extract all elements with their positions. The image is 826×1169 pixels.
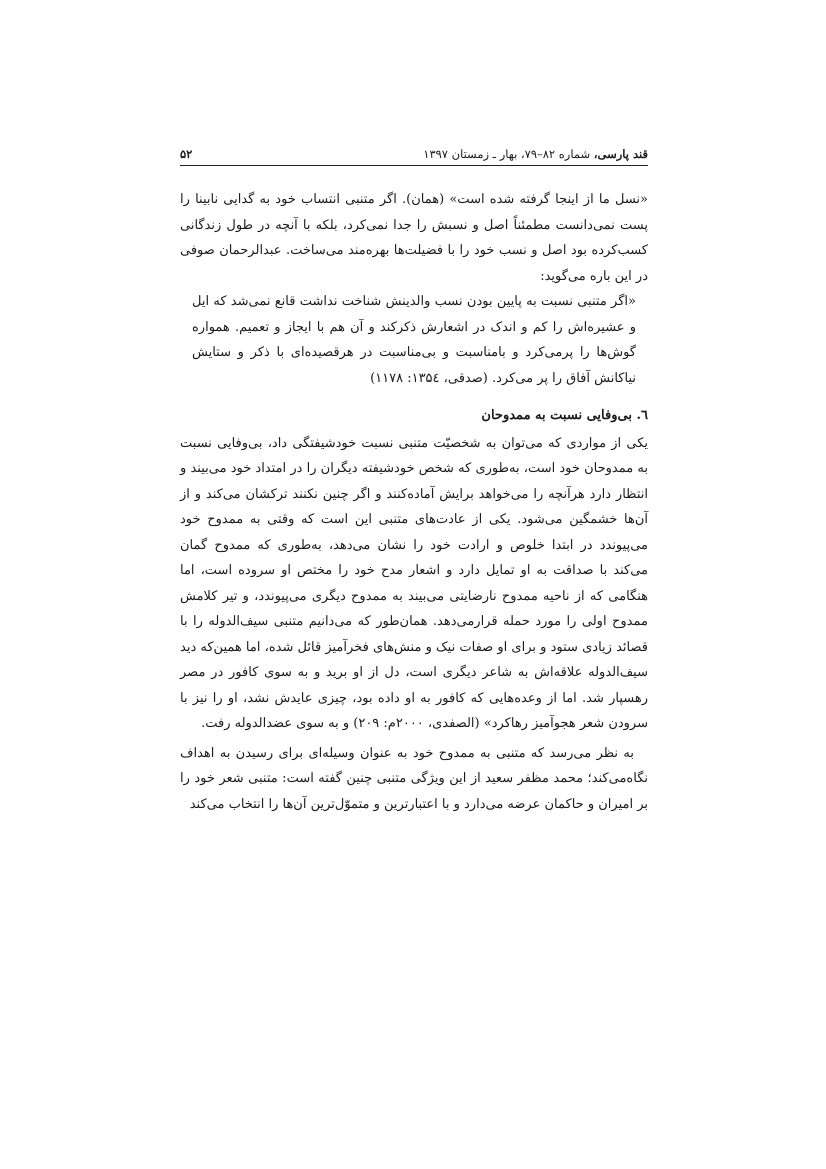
paragraph-intro: «نسل ما از اینجا گرفته شده است» (همان). اگر متنبی انتساب خود به گدایی نابینا را پست نمی‌دانست مطمئناً اصل و نسبش را جدا نمی‌کرد، بلکه با آنچه در طول زندگانی کسب‌کرده بود اصل و نسب خود را با فضیلت‌ها بهره‌مند می‌ساخت. عبدالرحمان صوفی در این باره می‌گوید: [180,192,648,284]
running-head [180,146,648,166]
paragraph-continuation: به نظر می‌رسد که متنبی به ممدوح خود به عنوان وسیله‌ای برای رسیدن به اهداف نگاه‌می‌کند؛ محمد مظفر سعید از این ویژگی متنبی چنین گفته است: متنبی شعر خود را بر امیران و حاکمان عرضه می‌دارد و با اعتبارترین و متموّل‌ترین آن‌ها را انتخاب می‌کند [180,745,648,812]
issue-info: شماره ۸۲–۷۹، بهار ـ زمستان ۱۳۹۷ [423,147,594,161]
journal-name: قند پارسی، [593,147,648,161]
paragraph-section-body: یکی از مواردی که می‌توان به شخصیّت متنبی نسبت خودشیفتگی داد، بی‌وفایی نسبت به ممدوحان خود است، به‌طوری که شخص خودشیفته دیگران را در امتداد خود می‌بیند و انتظار دارد هرآنچه را می‌خواهد برایش آماده‌کنند و اگر چنین نکنند ترکشان می‌کند و از آن‌ها خشمگین می‌شود. یکی از عادت‌های متنبی این است که وقتی به ممدوح خود می‌پیوندد در ابتدا خلوص و ارادت خود را نشان می‌دهد، به‌طوری که ممدوح گمان می‌کند با صداقت به او تمایل دارد و اشعار مدح خود را مختص او سروده است، اما هنگامی که از ناحیه ممدوح نارضایتی می‌بیند به ممدوح دیگری می‌پیوندد، و تیر کلامش ممدوح اولی را مورد حمله قرارمی‌دهد. همان‌طور که می‌دانیم متنبی سیف‌الدوله را با قصائد زیادی ستود و برای او صفات نیک و منش‌های فخرآمیز قائل شده، اما همین‌که دید سیف‌الدوله علاقه‌اش به شاعر دیگری است، دل از او برید و به سوی کافور در مصر رهسپار شد. اما از وعده‌هایی که کافور به او داده بود، چیزی عایدش نشد، او را نیز با سرودن شعر هجوآمیز رهاکرد» (الصفدی، ۲۰۰۰م: ۲۰۹) و به سوی عضدالدوله رفت. [180,435,648,731]
page-number: ۵۲ [180,147,193,161]
journal-info [423,146,648,162]
header-rule [180,165,648,166]
section-heading: ٦. بی‌وفایی نسبت به ممدوحان [481,408,648,423]
article-body [180,187,648,817]
block-quote: «اگر متنبی نسبت به پایین بودن نسب والدینش شناخت نداشت قانع نمی‌شد که ایل و عشیره‌اش را کم و اندک در اشعارش ذکرکند و آن هم با ایجاز و تعمیم. همواره گوش‌ها را پرمی‌کرد و بامناسبت و بی‌مناسبت در هرقصیده‌ای با ذکر و ستایش نیاکانش آفاق را پر می‌کرد. (صدقی، ۱۳۵٤: ۱۱۷۸) [192,294,636,386]
